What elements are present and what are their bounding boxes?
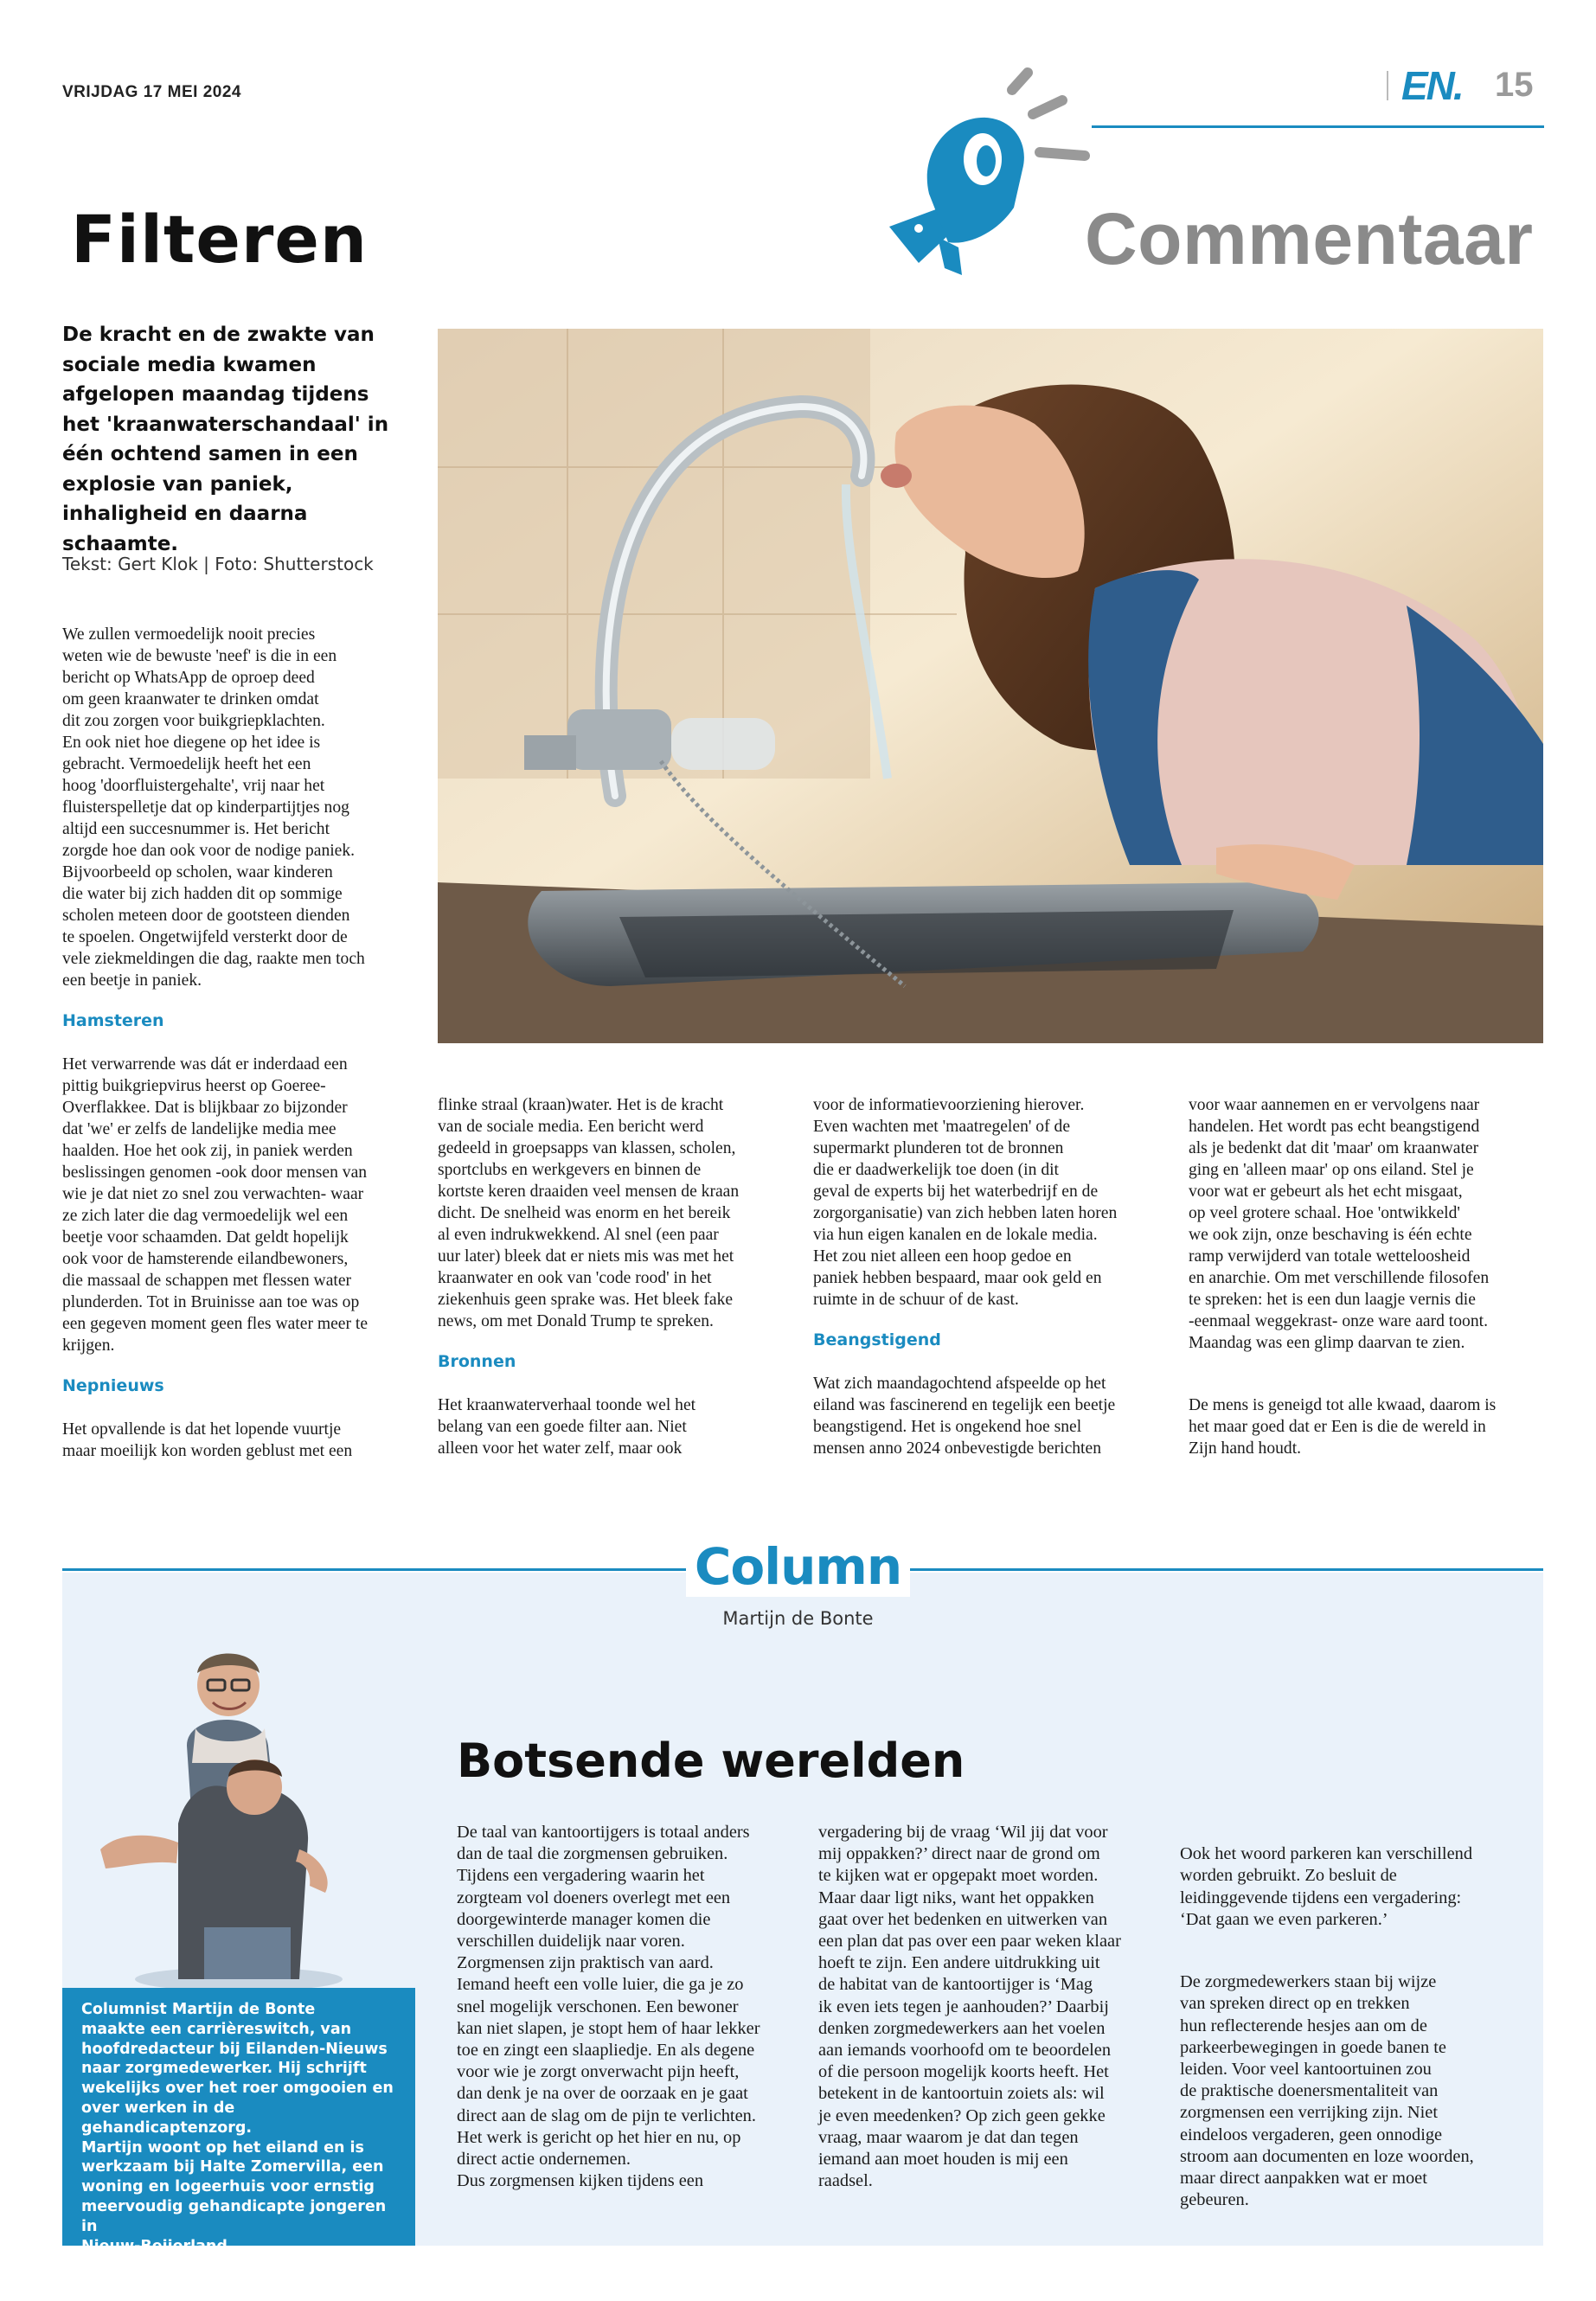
girl-drinking-tap-photo: [438, 329, 1543, 1043]
column-author: Martijn de Bonte: [722, 1608, 874, 1629]
section-title: Commentaar: [1085, 198, 1534, 279]
megaphone-icon: [884, 64, 1118, 298]
article-paragraph: voor waar aannemen en er vervolgens naar handelen. Het wordt pas echt beangstigend als je bedenkt dat dit 'maar' om kraanwater ging en 'alleen maar' op ons eiland. Stel je voor wat er gebeurt als het echt misgaat, op veel grotere schaal. Hoe 'ontwikkeld' we ook zijn, onze beschaving is één echte ramp verwijderd van totale wetteloosheid en anarchie. Om met verschillende filosofen te spreken: het is een dun laagje vernis die -eenmaal weggekrast- onze ware aard toont. Maandag was een glimp daarvan te zien.: [1189, 1096, 1490, 1352]
article-lead: De kracht en de zwakte van sociale media kwamen afgelopen maandag tijdens het 'kraanwaterschandaal' in één ochtend samen in een explosie van paniek, inhaligheid en daarna schaamte.: [62, 324, 389, 555]
paragraph-gap: [1180, 1931, 1543, 1950]
column-paragraph: Ook het woord parkeren kan verschillend worden gebruikt. Zo besluit de leidinggevende tijdens een vergadering: ‘Dat gaan we even parkeren.’: [1180, 1844, 1473, 1929]
column-text-1: De taal van kantoortijgers is totaal anders dan de taal die zorgmensen gebruiken. Tijdens een vergadering waarin het zorgteam vol doeners overlegt met een doorgewinterde manager komen die verschillen duidelijk naar voren. Zorgmensen zijn praktisch van aard. Iemand heeft een volle luier, die ga je zo snel mogelijk verschonen. Een bewoner kan niet slapen, je stopt hem of haar lekker toe en zingt een slaapliedje. En als degene voor wie je zorgt onverwacht pijn heeft, dan denk je na over de oorzaak en je gaat direct aan de slag om de pijn te verlichten. Het werk is gericht op het hier en nu, op direct actie ondernemen. Dus zorgmensen kijken tijdens een: [457, 1823, 760, 2191]
article-paragraph: De mens is geneigd tot alle kwaad, daarom is het maar goed dat er Een is die de wereld in Zijn hand houdt.: [1189, 1396, 1497, 1458]
article-paragraph: We zullen vermoedelijk nooit precies weten wie de bewuste 'neef' is die in een bericht op WhatsApp de oproep deed om geen kraanwater te drinken omdat dit zou zorgen voor buikgriepklachten. En ook niet hoe diegene op het idee is gebracht. Vermoedelijk heeft het een hoog 'doorfluistergehalte', vrij naar het fluisterspelletje dat op kinderpartijtjes nog altijd een succesnummer is. Het bericht zorgde hoe dan ook voor de nodige paniek. Bijvoorbeeld op scholen, waar kinderen die water bij zich hadden dit op sommige scholen meteen door de gootsteen dienden te spoelen. Ongetwijfeld versterkt door de vele ziekmeldingen die dag, raakte men toch een beetje in paniek.: [62, 625, 365, 990]
article-paragraph: voor de informatievoorziening hierover. Even wachten met 'maatregelen' of de supermarkt plunderen tot de bronnen die er daadwerkelijk toe doen (in dit geval de experts bij het waterbedrijf en de zorgorganisatie) van zich hebben laten horen via hun eigen kanalen en de lokale media. Het zou niet alleen een hoop gedoe en paniek hebben bespaard, maar ook geld en ruimte in de schuur of de kast.: [813, 1096, 1118, 1309]
header-rule: [1092, 125, 1544, 128]
article-column-1: [62, 602, 419, 1462]
article-paragraph: Het kraanwaterverhaal toonde wel het belang van een goede filter aan. Niet alleen voor het water zelf, maar ook: [438, 1396, 696, 1458]
column-label-wrap: [0, 1536, 1596, 1597]
column-label: Column: [686, 1536, 910, 1597]
byline: Tekst: Gert Klok | Foto: Shutterstock: [62, 554, 374, 574]
paragraph-gap: [1189, 1354, 1545, 1373]
article-column-2: [438, 1073, 794, 1459]
column-text-3: [1180, 1822, 1543, 2211]
subheading-nepnieuws: Nepnieuws: [62, 1376, 164, 1395]
column-paragraph: De zorgmedewerkers staan bij wijze van spreken direct op en trekken hun reflecterende hesjes aan om de parkeerbewegingen in goede banen te leiden. Voor veel kantoortuinen zou de praktische doenersmentaliteit van zorgmensen een verrijking zijn. Niet eindeloos vergaderen, geen onnodige stroom aan documenten en loze woorden, maar direct aanpakken wat er moet gebeuren.: [1180, 1972, 1474, 2210]
article-paragraph: Het verwarrende was dát er inderdaad een pittig buikgriepvirus heerst op Goeree- Overflakkee. Dat is blijkbaar zo bijzonder dat 'we' er zelfs de landelijke media mee haalden. Hoe het ook zij, in paniek werden beslissingen genomen -ook door mensen van wie je dat niet zo snel zou verwachten- waar ze zich later die dag vermoedelijk wel een beetje voor schaamden. Dat geldt hopelijk ook voor de hamsterende eilandbewoners, die massaal de schappen met flessen water plunderden. Tot in Bruinisse aan toe was op een gegeven moment geen fles water meer te krijgen.: [62, 1055, 369, 1355]
column-text-2: vergadering bij de vraag ‘Wil jij dat voor mij oppakken?’ direct naar de grond om te kijken wat er opgepakt moet worden. Maar daar ligt niks, want het oppakken gaat over het bedenken en uitwerken van een plan dat pas over een paar weken klaar hoeft te zijn. Een andere uitdrukking uit de habitat van de kantoortijger is ‘Mag ik even iets tegen je aanhouden?’ Daarbij denken zorgmedewerkers aan het voelen aan iemands voorhoofd om te beoordelen of die persoon mogelijk koorts heeft. Het betekent in de kantoortuin zoiets als: wil je even meedenken? Op zich geen gekke vraag, maar waarom je dat dan tegen iemand aan moet houden is mij een raadsel.: [818, 1823, 1121, 2191]
columnist-caption: Columnist Martijn de Bonte maakte een carrièreswitch, van hoofdredacteur bij Eilanden-Nieuws naar zorgmedewerker. Hij schrijft wekelijks over het roer omgooien en over werken in de gehandicaptenzorg. Martijn woont op het eiland en is werkzaam bij Halte Zomervilla, een woning en logeerhuis voor ernstig meervoudig gehandicapte jongeren in Nieuw-Beijerland.: [62, 1988, 415, 2246]
subheading-beangstigend: Beangstigend: [813, 1330, 941, 1349]
brand-logo: EN.: [1401, 63, 1463, 108]
article-paragraph: flinke straal (kraan)water. Het is de kracht van de sociale media. Een bericht werd gedeeld in groepsapps van klassen, scholen, sportclubs en werkgevers en binnen de kortste keren draaiden veel mensen de kraan dicht. De snelheid was enorm en het bereik al even indrukwekkend. Al snel (een paar uur later) bleek dat er niets mis was met het kraanwater en ook van 'code rood' in het ziekenhuis geen sprake was. Het bleek fake news, om met Donald Trump te spreken.: [438, 1096, 740, 1330]
subheading-hamsteren: Hamsteren: [62, 1011, 164, 1030]
article-column-4: [1189, 1073, 1545, 1459]
column-title: Botsende werelden: [457, 1734, 965, 1788]
page-number: 15: [1495, 66, 1534, 104]
subheading-bronnen: Bronnen: [438, 1352, 516, 1371]
article-title: Filteren: [71, 201, 369, 278]
columnist-portrait: [83, 1616, 369, 1997]
article-column-3: [813, 1073, 1170, 1459]
article-paragraph: Wat zich maandagochtend afspeelde op het eiland was fascinerend en tegelijk een beetje beangstigend. Het is ongekend hoe snel mensen anno 2024 onbevestigde berichten: [813, 1375, 1116, 1458]
header-divider: [1387, 71, 1388, 100]
issue-date: VRIJDAG 17 MEI 2024: [62, 83, 241, 101]
article-paragraph: Het opvallende is dat het lopende vuurtje maar moeilijk kon worden geblust met een: [62, 1420, 353, 1460]
